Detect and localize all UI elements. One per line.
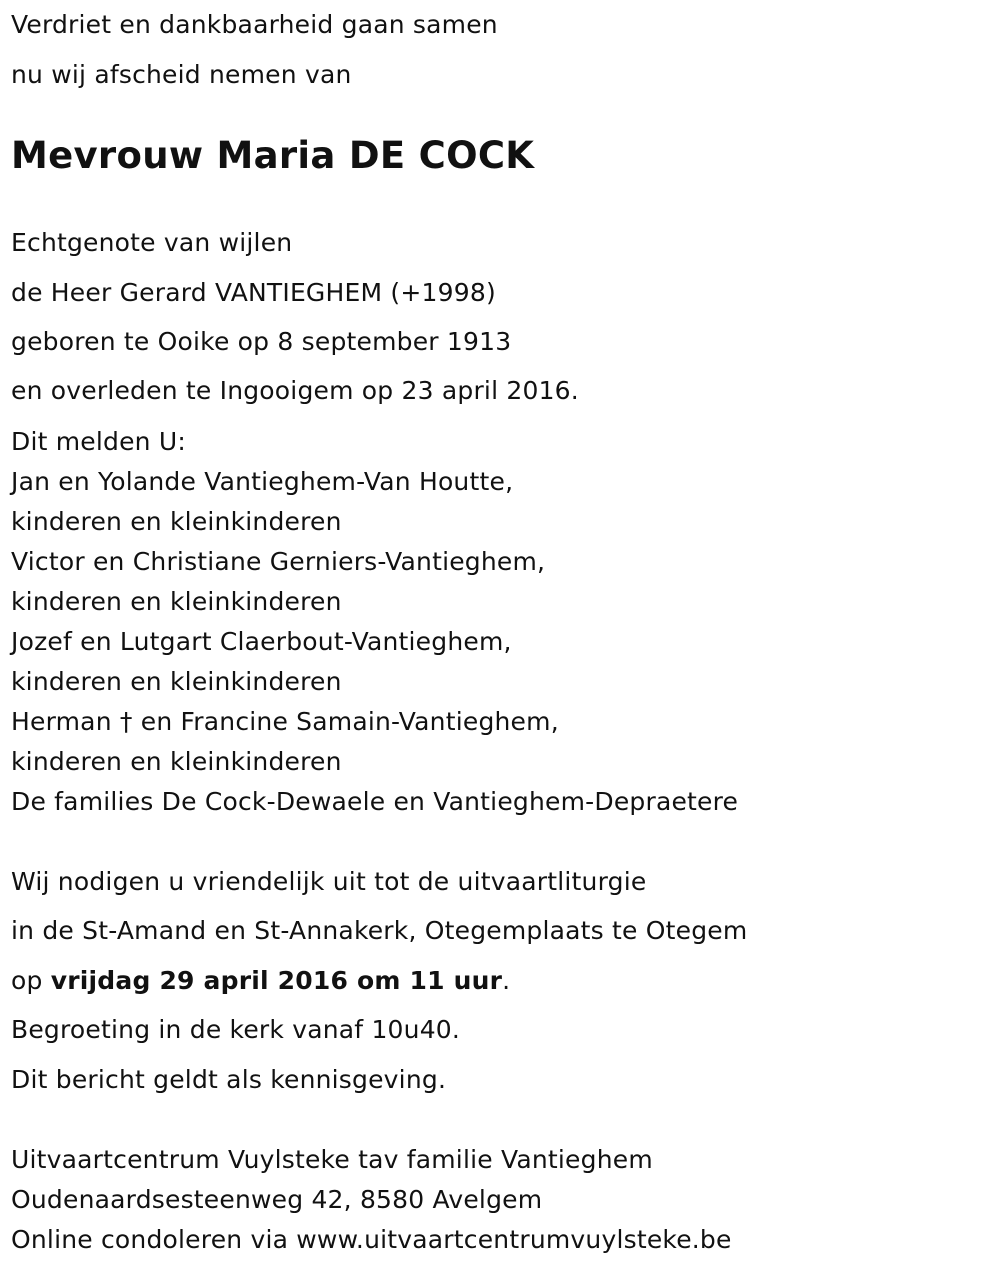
spouse-intro: Echtgenote van wijlen [11, 228, 293, 257]
online-prefix: Online condoleren via [11, 1225, 297, 1254]
service-date-suffix: . [502, 966, 511, 995]
service-date-prefix: op [11, 966, 51, 995]
announcer-line: kinderen en kleinkinderen [11, 587, 342, 616]
intro-line-1: Verdriet en dankbaarheid gaan samen [11, 10, 498, 39]
deceased-name: Mevrouw Maria DE COCK [11, 134, 535, 177]
contact-online [11, 1225, 732, 1255]
announcers-heading: Dit melden U: [11, 427, 186, 456]
notice-text: Dit bericht geldt als kennisgeving. [11, 1065, 447, 1094]
announcer-line: Jozef en Lutgart Claerbout-Vantieghem, [11, 627, 512, 656]
herman-name: Herman [11, 707, 120, 736]
service-invite-1: Wij nodigen u vriendelijk uit tot de uitvaartliturgie [11, 867, 647, 896]
announcer-line-herman [11, 707, 559, 737]
website-link[interactable]: www.uitvaartcentrumvuylsteke.be [296, 1225, 732, 1254]
announcer-line: Jan en Yolande Vantieghem-Van Houtte, [11, 467, 514, 496]
birth-info: geboren te Ooike op 8 september 1913 [11, 327, 512, 356]
announcer-families: De families De Cock-Dewaele en Vantieghem-Depraetere [11, 787, 739, 816]
greeting-info: Begroeting in de kerk vanaf 10u40. [11, 1015, 461, 1044]
contact-address: Oudenaardsesteenweg 42, 8580 Avelgem [11, 1185, 543, 1214]
contact-line-1: Uitvaartcentrum Vuylsteke tav familie Vantieghem [11, 1145, 653, 1174]
service-date-bold: vrijdag 29 april 2016 om 11 uur [50, 966, 503, 995]
intro-line-2: nu wij afscheid nemen van [11, 60, 352, 89]
service-date [11, 966, 510, 996]
announcer-line: kinderen en kleinkinderen [11, 667, 342, 696]
announcer-line: Victor en Christiane Gerniers-Vantieghem, [11, 547, 546, 576]
death-info: en overleden te Ingooigem op 23 april 2016. [11, 376, 579, 405]
service-invite-2: in de St-Amand en St-Annakerk, Otegemplaats te Otegem [11, 916, 748, 945]
spouse-name: de Heer Gerard VANTIEGHEM (+1998) [11, 278, 496, 307]
cross-icon: † [119, 707, 133, 736]
announcer-line: kinderen en kleinkinderen [11, 507, 342, 536]
announcer-line: kinderen en kleinkinderen [11, 747, 342, 776]
herman-partner: en Francine Samain-Vantieghem, [132, 707, 559, 736]
